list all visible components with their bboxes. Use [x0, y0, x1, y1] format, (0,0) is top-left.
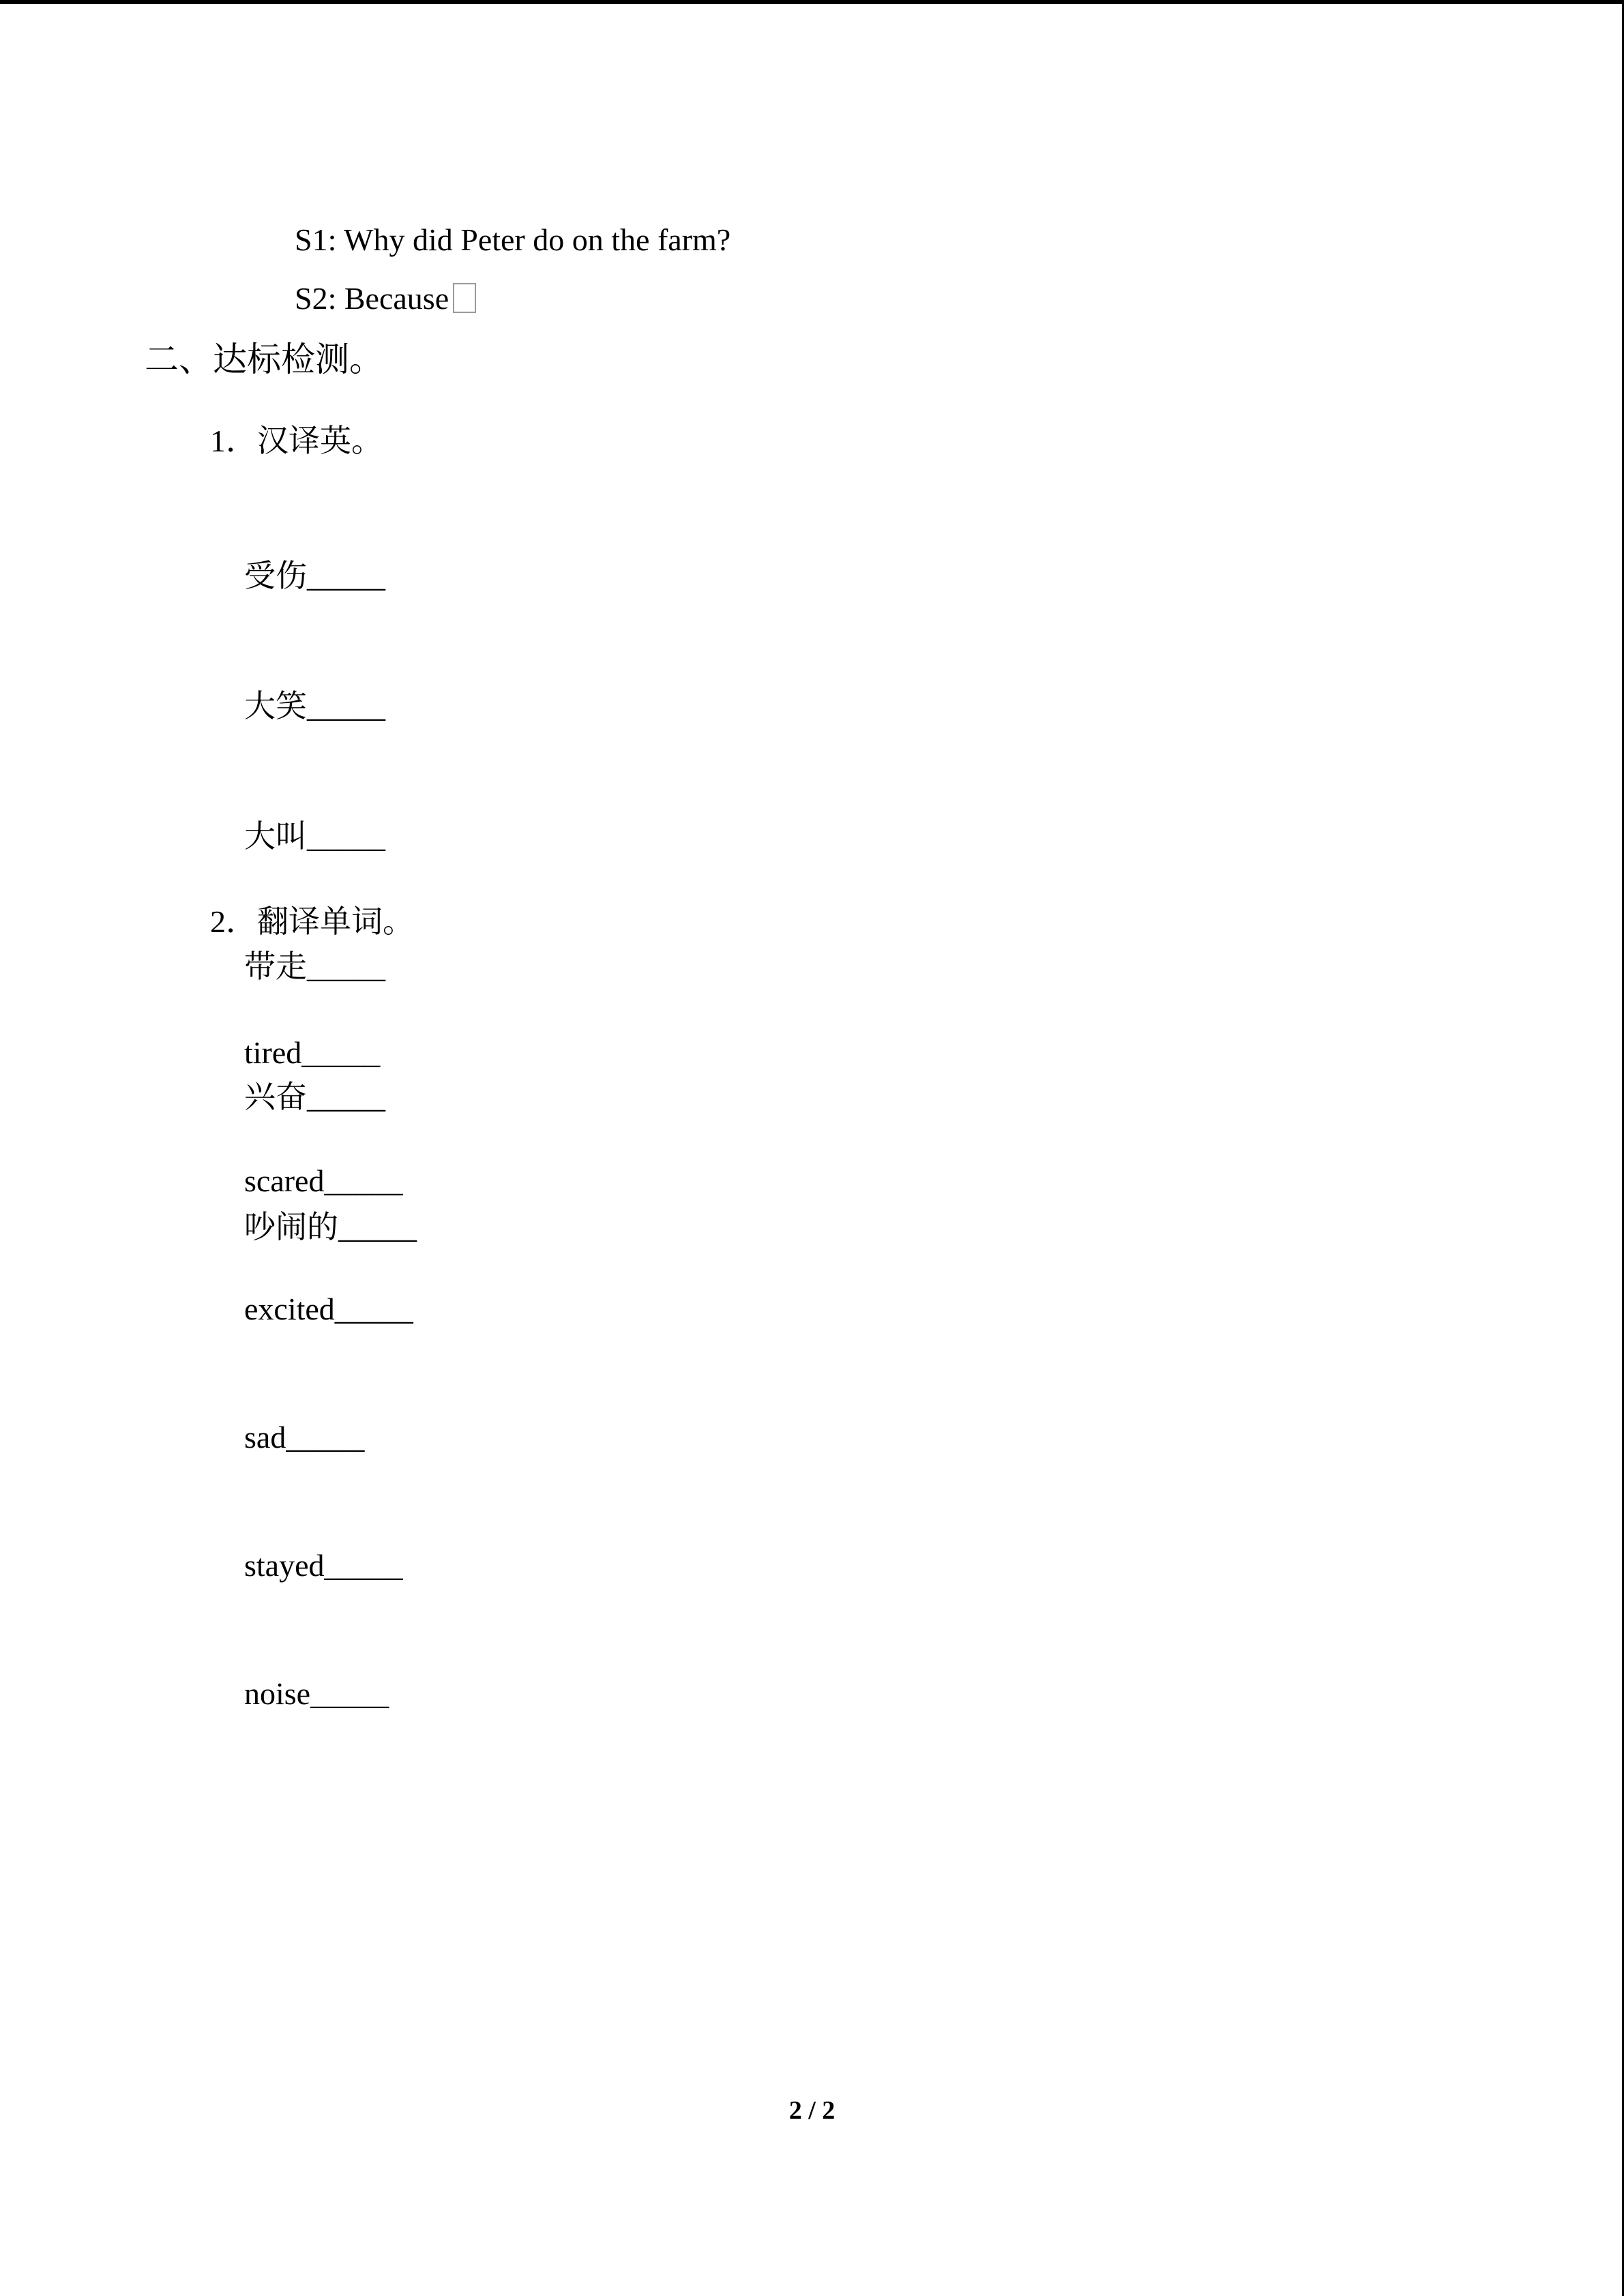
dialogue-s2-text: S2: Because: [295, 281, 449, 316]
task1-item: 大笑_____: [244, 689, 385, 724]
dialogue-line-s1: S1: Why did Peter do on the farm?: [295, 222, 731, 257]
task2-item: stayed_____: [244, 1548, 403, 1583]
task1-item: 受伤_____: [244, 558, 385, 593]
section-heading: 二、达标检测。: [145, 340, 383, 378]
page-number: 2 / 2: [788, 2096, 836, 2125]
task1-item: 带走_____: [244, 949, 385, 984]
task2-item: scared_____: [244, 1163, 403, 1198]
task2-item: tired_____: [244, 1035, 381, 1070]
task1-heading: 1．汉译英。: [210, 423, 383, 458]
task2-item: sad_____: [244, 1420, 365, 1455]
task1-item: 吵闹的_____: [244, 1210, 417, 1244]
task2-item: noise_____: [244, 1676, 389, 1711]
task2-word-list: [244, 953, 413, 1794]
task2-heading: 2．翻译单词。: [210, 904, 414, 939]
task1-item: 大叫_____: [244, 819, 385, 854]
dialogue-line-s2: [295, 278, 476, 319]
missing-glyph-box: [453, 283, 476, 313]
task2-item: excited_____: [244, 1292, 413, 1326]
window-top-edge: [0, 0, 1624, 4]
task1-item: 兴奋_____: [244, 1079, 385, 1114]
